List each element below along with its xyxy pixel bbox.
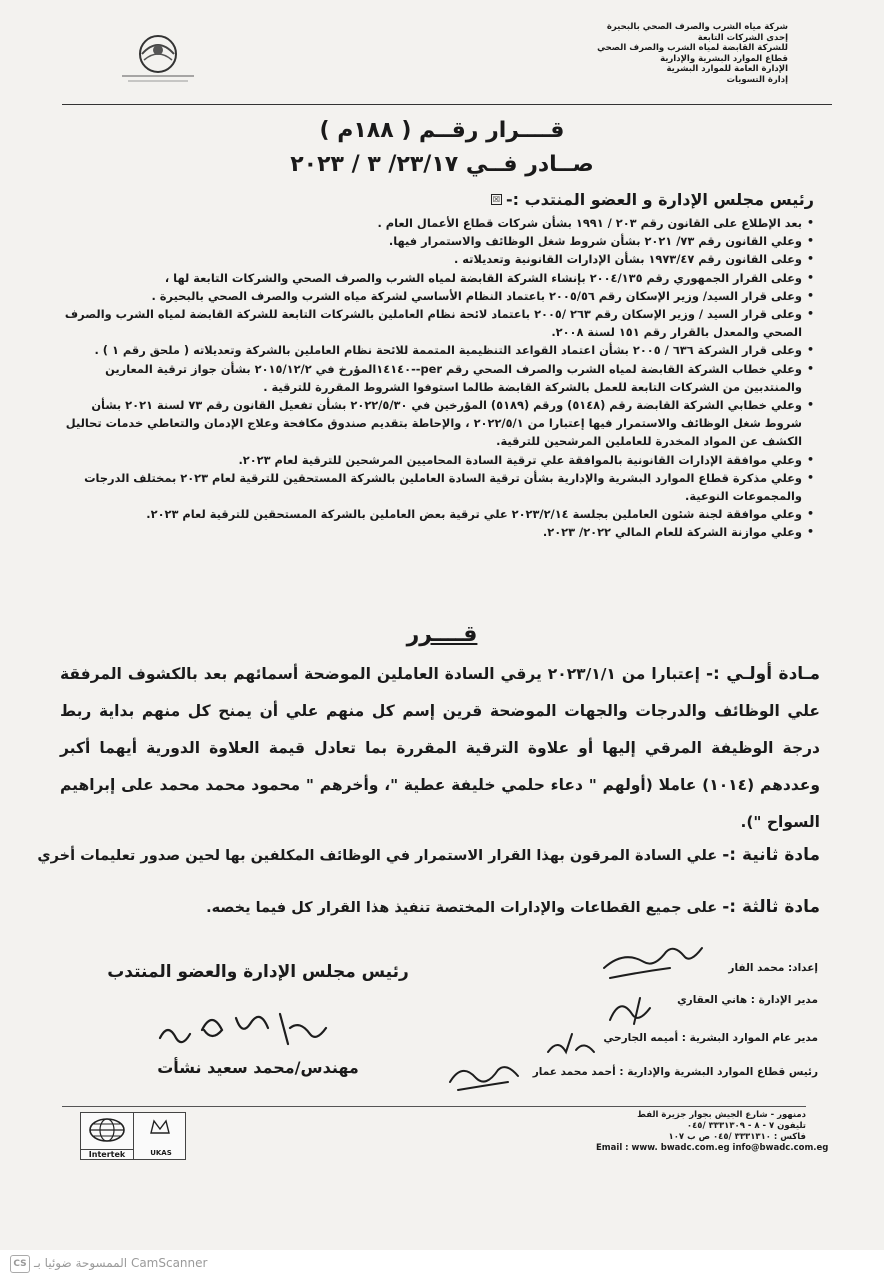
footer-divider xyxy=(62,1106,806,1107)
preface-item: • وعلى قرار السيد / وزير الإسكان رقم ٢٦٣ /٢٠٠٥ باعتماد لائحة نظام العاملين بالشركات التابعة للشركة القابضة لمياه الشرب والصرف الصحي والمعدل بالقرار رقم ١٥١ لسنة ٢٠٠٨. xyxy=(54,305,814,341)
preface-item: • وعلى قرار الشركة ٦٣٦ / ٢٠٠٥ بشأن اعتماد القواعد التنظيمية المتممة للائحة نظام العاملين بالشركة وتعديلاته ( ملحق رقم ١ ) . xyxy=(54,341,814,359)
checkbox-icon: ☒ xyxy=(492,195,501,204)
header-line: قطاع الموارد البشرية والإدارية xyxy=(660,53,788,64)
address-line: فاكس : ٣٣٣١٣١٠ /٠٤٥ ص ب ١٠٧ xyxy=(668,1132,806,1142)
preface-item: • وعلى القرار الجمهوري رقم ٢٠٠٤/١٣٥ بإنشاء الشركة القابضة لمياه الشرب والصرف الصحي والشركات التابعة لها ، xyxy=(54,269,814,287)
preface-item: • وعلى قرار السيد/ وزير الإسكان رقم ٢٠٠٥/٥٦ باعتماد النظام الأساسي لشركة مياه الشرب والصرف الصحي بالبحيرة . xyxy=(54,287,814,305)
initials-signature-icon xyxy=(598,938,708,986)
preparer-line: مدير عام الموارد البشرية : أميمه الجارحي xyxy=(603,1032,818,1044)
initials-signature-icon xyxy=(540,1028,604,1064)
company-logo-icon xyxy=(108,30,208,90)
address-line: تليفون ٧ - ٨ - ٣٣٣١٣٠٩ /٠٤٥ xyxy=(686,1121,806,1131)
header-divider xyxy=(62,104,832,105)
preparer-line: رئيس قطاع الموارد البشرية والإدارية : أحمد محمد عمار xyxy=(532,1066,818,1078)
preface-item: • وعلي القانون رقم ٧٣/ ٢٠٢١ بشأن شروط شغل الوظائف والاستمرار فيها. xyxy=(54,232,814,250)
article-second-label: مادة ثانية :- xyxy=(722,845,820,865)
company-address xyxy=(596,1110,829,1154)
camscanner-icon: CS xyxy=(10,1255,30,1273)
signatory-name: مهندس/محمد سعيد نشأت xyxy=(157,1058,359,1077)
signatory-title: رئيس مجلس الإدارة والعضو المنتدب xyxy=(107,962,409,982)
article-third-text: على جميع القطاعات والإدارات المختصة تنفيذ هذا القرار كل فيما يخصه. xyxy=(206,900,718,916)
certification-logos xyxy=(80,1112,186,1160)
preface-item: • وعلي موافقة لجنة شئون العاملين بجلسة ٢٠٢٣/٢/١٤ علي ترقية بعض العاملين بالشركة المستحقين للترقية لعام ٢٠٢٣. xyxy=(54,505,814,523)
preface-list xyxy=(54,214,814,542)
article-first-text: إعتبارا من ٢٠٢٣/١/١ يرقي السادة العاملين الموضحة أسمائهم بعد بالكشوف المرفقة علي الوظائف والدرجات والجهات الموضحة قرين إسم كل منهم علي أن يمنح كل منهم بداية ربط درجة الوظيفة المرقي إليها أو علاوة الترقية المقررة بما تعادل قيمة العلاوة الدورية أيهما أكبر وعددهم (١٠١٤) عاملا (أولهم " دعاء حلمي خليفة عطية "، وأخرهم " محمود محمد محمد على إبراهيم السواح "). xyxy=(60,665,820,831)
preparer-line: مدير الإدارة : هاني العقاري xyxy=(677,994,818,1006)
board-heading xyxy=(491,190,814,209)
address-line: دمنهور - شارع الجيش بجوار جزيرة الفط xyxy=(637,1110,806,1120)
preparer-line: إعداد: محمد الفار xyxy=(728,962,818,974)
article-first xyxy=(60,656,820,841)
preface-item: • وعلى القانون رقم ١٩٧٣/٤٧ بشأن الإدارات القانونية وتعديلاته . xyxy=(54,250,814,268)
header-line: إحدى الشركات التابعة xyxy=(697,32,788,43)
header-line: للشركة القابضة لمياه الشرب والصرف الصحي xyxy=(597,43,788,53)
article-first-label: مـادة أولـي :- xyxy=(705,664,821,684)
preface-item: • بعد الإطلاع على القانون رقم ٢٠٣ / ١٩٩١ بشأن شركات قطاع الأعمال العام . xyxy=(54,214,814,232)
article-second xyxy=(37,842,820,869)
issue-date: صــادر فــي ٢٣/١٧/ ٣ / ٢٠٢٣ xyxy=(290,152,594,177)
preface-item: • وعلي خطاب الشركة القابضة لمياه الشرب والصرف الصحي رقم per--١٤١٤٠المؤرخ في ٢٠١٥/١٢/٢ بشأن جواز ترقية المعارين والمنتدبين من الشركات التابعة للعمل بالشركة القابضة طالما استوفوا الشروط المقررة للترقية . xyxy=(54,360,814,396)
globe-icon xyxy=(87,1117,127,1143)
initials-signature-icon xyxy=(600,990,664,1030)
article-third xyxy=(40,894,820,921)
article-second-text: علي السادة المرقون بهذا القرار الاستمرار في الوظائف المكلفين بها لحين صدور تعليمات أخري xyxy=(37,848,718,864)
preface-item: • وعلي موازنة الشركة للعام المالي ٢٠٢٢/ ٢٠٢٣. xyxy=(54,523,814,541)
crown-icon xyxy=(149,1117,171,1137)
decision-number: قــــرار رقــم ( ١٨٨م ) xyxy=(319,118,565,143)
article-third-label: مادة ثالثة :- xyxy=(722,897,820,917)
preface-item: • وعلي خطابي الشركة القابضة رقم (٥١٤٨) ورقم (٥١٨٩) المؤرخين في ٢٠٢٢/٥/٣٠ بشأن تفعيل القانون رقم ٧٣ لسنة ٢٠٢١ بشأن شروط شغل الوظائف والاستمرار فيها إعتبارا من ٢٠٢٢/٥/١ ، والإحاطة بتقديم صندوق مكافحة وعلاج الإدمان والتعاطي خدمات تحاليل الكشف عن المواد المخدرة للعاملين المرشحين للترقية. xyxy=(54,396,814,451)
preface-item: • وعلي مذكرة قطاع الموارد البشرية والإدارية بشأن ترقية السادة العاملين بالشركة المستحقين للترقية لعام ٢٠٢٣ بمختلف الدرجات والمجموعات النوعية. xyxy=(54,469,814,505)
initials-signature-icon xyxy=(444,1054,524,1098)
header-line: الإدارة العامة للموارد البشرية xyxy=(666,64,788,74)
company-header xyxy=(488,22,788,85)
ukas-label: UKAS xyxy=(150,1149,172,1157)
header-line: إدارة التسويات xyxy=(726,74,788,85)
preface-item: • وعلي موافقة الإدارات القانونية بالموافقة علي ترقية السادة المحاميين المرشحين للترقية لعام ٢٠٢٣. xyxy=(54,451,814,469)
intertek-label: Intertek xyxy=(81,1149,133,1159)
address-line: Email : www. bwadc.com.eg info@bwadc.com.eg xyxy=(596,1143,829,1153)
decision-word: قــــرر xyxy=(406,622,478,647)
handwritten-signature-icon xyxy=(140,1000,360,1060)
header-line: شركة مياه الشرب والصرف الصحي بالبحيرة xyxy=(606,22,788,32)
cert-divider xyxy=(133,1113,134,1159)
scanner-watermark: الممسوحة ضوئيا بـ CamScanner xyxy=(34,1256,208,1270)
board-heading-text: رئيس مجلس الإدارة و العضو المنتدب :- xyxy=(505,190,814,209)
